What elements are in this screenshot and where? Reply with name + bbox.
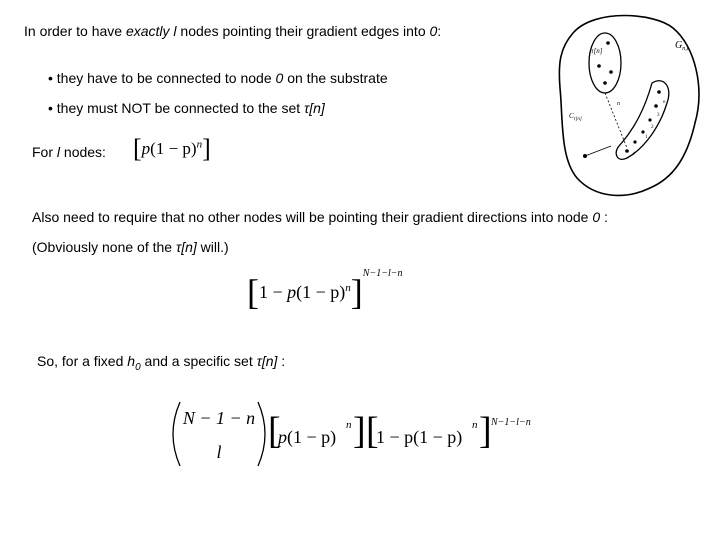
bullet-text-emphasis: τ[n] [304,100,325,116]
component-node [633,140,636,143]
graph-diagram-svg [555,8,705,203]
binomial-left-paren [173,402,180,466]
term2-body: 1 − p(1 − p) [376,427,463,447]
node-label: l [633,152,635,157]
component-set-label: $C_{\tau[n]}$ [569,112,582,122]
edge-to-root [585,146,611,156]
bullet-dot: • [48,70,53,86]
tau-node [603,81,607,85]
obviously-text-pre: (Obviously none of the [32,239,176,255]
also-need-sentence [32,209,608,226]
formula-p: p [287,282,297,302]
intro-colon: : [437,23,442,39]
fixed-h-subscript: 0 [135,361,141,373]
node-label: 2 [651,125,654,130]
node-label: 3 [657,113,660,118]
for-nodes-pre: For [32,144,57,160]
obviously-text-post: will.) [196,239,229,255]
for-nodes-l: l [56,144,61,160]
component-node [641,130,644,133]
term-pointing-formula [133,134,211,164]
final-formula [168,398,548,470]
right-bracket: ] [202,134,211,163]
obviously-tau: τ[n] [175,239,197,255]
term1-exponent: n [346,419,352,431]
term1-body: p(1 − p) [278,427,337,447]
final-formula-svg [168,398,548,470]
obviously-sentence [32,239,229,256]
term2-exponent: n [472,419,478,431]
left-bracket: [ [133,134,142,163]
component-node [654,104,658,108]
term2-outer-exponent: N−1−l−n [491,417,531,428]
intro-text-emphasis: exactly l [125,23,177,39]
bullet-text-emphasis: 0 [275,70,284,86]
tau-set-label: τ[n] [591,47,603,55]
tau-node [597,64,601,68]
fixed-tau: τ[n] [256,353,278,369]
for-nodes-label [32,144,106,161]
formula-base: (1 − p) [296,282,346,302]
tau-node [606,41,610,45]
formula-p: p [141,139,151,158]
binomial-right-paren [258,402,265,466]
left-bracket: [ [247,272,259,312]
node-label: n [617,101,620,107]
term2-left-bracket: [ [366,410,379,452]
formula-lead: 1 − [259,282,288,302]
bullet-text-pre: they have to be connected to node [56,70,276,86]
binomial-top: N − 1 − n [182,408,256,428]
formula-exponent: n [196,138,203,151]
bullet-text-post: on the substrate [283,70,388,86]
node-label: n [663,100,666,105]
graph-diagram [555,8,705,203]
formula-outer-exponent: N−1−l−n [362,268,403,279]
also-text-post: : [600,209,608,225]
fixed-h: h [127,353,136,369]
fixed-text-mid: and a specific set [140,353,257,369]
component-node [648,118,651,121]
also-node-zero: 0 [592,209,601,225]
term-not-pointing-formula [247,268,403,313]
bullet-item-connected [48,70,388,87]
intro-node-zero: 0 [429,23,438,39]
for-nodes-post: nodes: [60,144,106,160]
fixed-text-post: : [277,353,286,369]
intro-sentence [24,23,441,40]
term2-right-bracket: ] [479,410,492,452]
bullet-dot: • [48,100,53,116]
term1-left-bracket: [ [268,410,281,452]
component-set-boundary [616,81,669,160]
fixed-text-pre: So, for a fixed [37,353,128,369]
node-label: 1 [645,135,648,140]
formula-exponent: n [345,282,351,294]
intro-text-post: nodes pointing their gradient edges into [176,23,430,39]
tau-node [609,70,613,74]
bullet-text-pre: they must NOT be connected to the set [56,100,305,116]
intro-text-pre: In order to have [24,23,126,39]
formula-base: (1 − p) [150,139,197,158]
bullet-item-not-connected [48,100,325,117]
right-bracket: ] [350,272,363,312]
fixed-h-sentence [37,353,285,376]
component-node [657,90,661,94]
component-node [625,149,629,153]
term1-right-bracket: ] [353,410,366,452]
graph-label: $G_{n,t}$ [675,40,689,52]
also-text-pre: Also need to require that no other nodes will be pointing their gradient directions into node [32,209,593,225]
binomial-bottom: l [216,442,222,462]
